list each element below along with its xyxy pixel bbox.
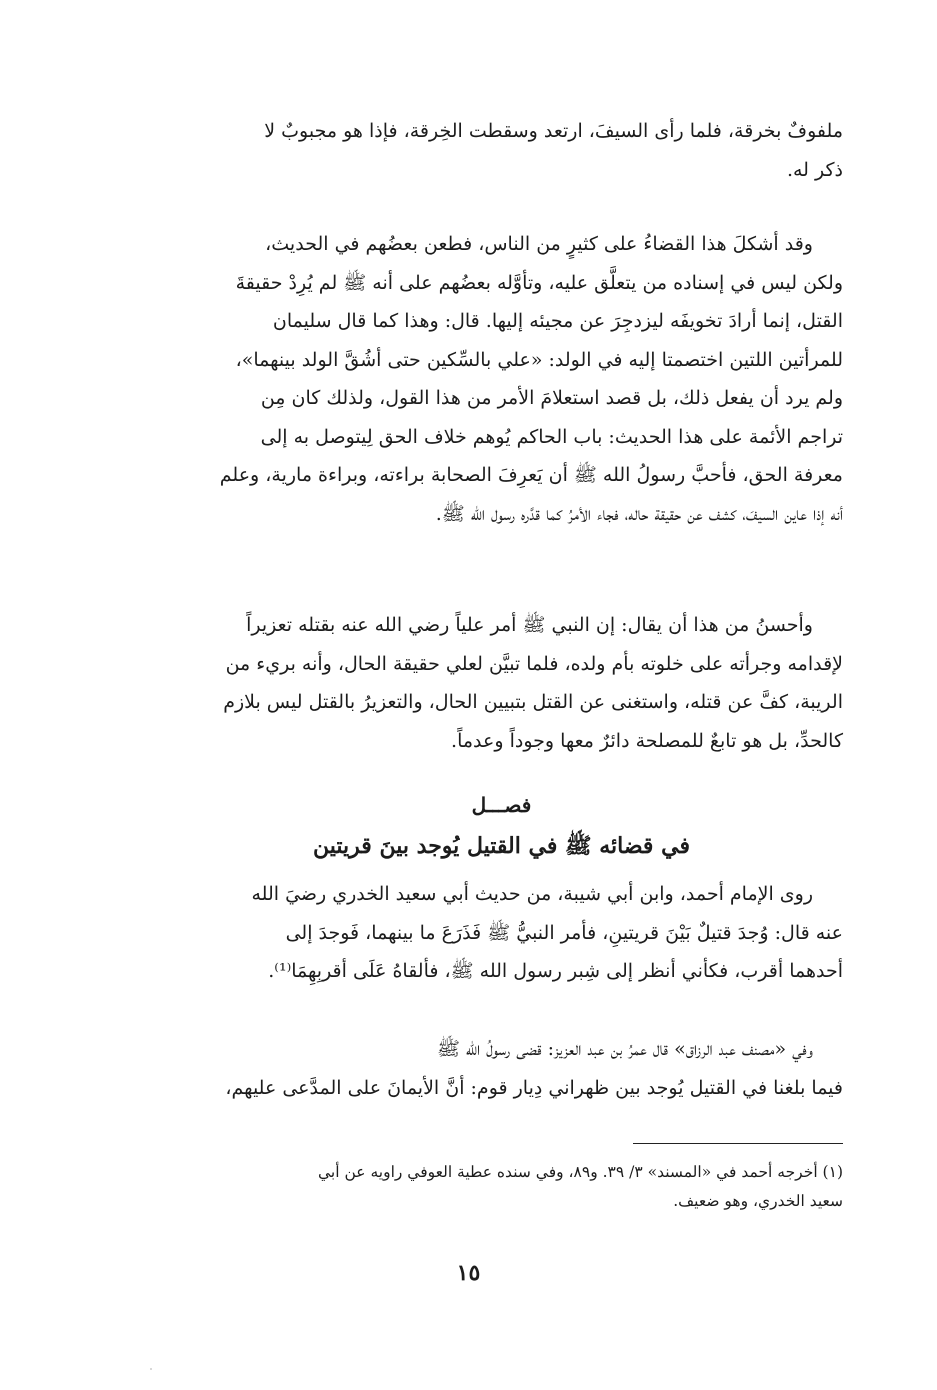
scan-speck (150, 1368, 152, 1370)
footnote-separator (633, 1143, 843, 1144)
paragraph-4: روى الإمام أحمد، وابن أبي شيبة، من حديث أبي سعيد الخدري رضيَ الله عنه قال: وُجدَ قتيلٌ بَيْنَ قريتينِ، فأمر النبيُّ ﷺ فَذَرَعَ ما بينهما، فَوجدَ إلى أحدهما أقرب، فكأني أنظر إلى شِبر رسول الله ﷺ، فألقاهُ عَلَى أقربِهِمَا⁽¹⁾. (251, 883, 843, 982)
paragraph-3: وأحسنُ من هذا أن يقال: إن النبي ﷺ أمر علياً رضي الله عنه بقتله تعزيراً لإقدامه وجرأته على خلوته بأم ولده، فلما تبيَّن لعلي حقيقة الحال، وأنه بريء من الريبة، كفَّ عن قتله، واستغنى عن القتل بتبيين الحال، والتعزيرُ بالقتل ليس بلازم كالحدِّ، بل هو تابعٌ للمصلحة دائرٌ معها وجوداً وعدماً. (223, 614, 843, 752)
footnote: (١) أخرجه أحمد في «المسند» ٣/ ٣٩. و٨٩، وفي سنده عطية العوفي راويه عن أبي سعيد الخدري، وهو ضعيف. (318, 1163, 843, 1210)
paragraph-1: ملفوفٌ بخرقة، فلما رأى السيفَ، ارتعد وسقطت الخِرقة، فإذا هو مجبوبٌ لا ذكر له. (264, 120, 843, 181)
section-label: فصـــل (471, 793, 532, 817)
paragraph-2: وقد أشكلَ هذا القضاءُ على كثيرٍ من الناس، فطعن بعضُهم في الحديث، ولكن ليس في إسناده من يتعلَّق عليه، وتأوَّله بعضُهم على أنه ﷺ لم يُرِدْ حقيقةَ القتل، إنما أرادَ تخويفَه ليزدجِرَ عن مجيئه إليها. قال: وهذا كما قال سليمان للمرأتين اللتين اختصمتا إليه في الولد: «علي بالسِّكين حتى أشُقَّ الولد بينهما»، ولم يرد أن يفعل ذلك، بل قصد استعلامَ الأمر من هذا القول، ولذلك كان مِن تراجم الأئمة على هذا الحديث: باب الحاكم يُوهم خلاف الحق لِيتوصل به إلى معرفة الحق، فأحبَّ رسولُ الله ﷺ أن يَعرِفَ الصحابة براءته، وبراءة مارية، وعلم أنه إذا عاين السيفَ، كشف عن حقيقة حاله، فجاء الأمرُ كما قدَّره رسول الله ﷺ. (219, 233, 843, 525)
page-body (160, 112, 843, 1232)
paragraph-5: وفي «مصنف عبد الرزاق» قال عمرُ بن عبد العزيز: قضى رسولُ الله ﷺ فيما بلغنا في القتيل يُوجد بين ظهراني دِيار قوم: أنَّ الأيمانَ على المدَّعى عليهم، (225, 1038, 843, 1099)
section-title: في قضائه ﷺ في القتيل يُوجد بينَ قريتين (313, 833, 690, 859)
page-number: ١٥ (456, 1260, 481, 1286)
